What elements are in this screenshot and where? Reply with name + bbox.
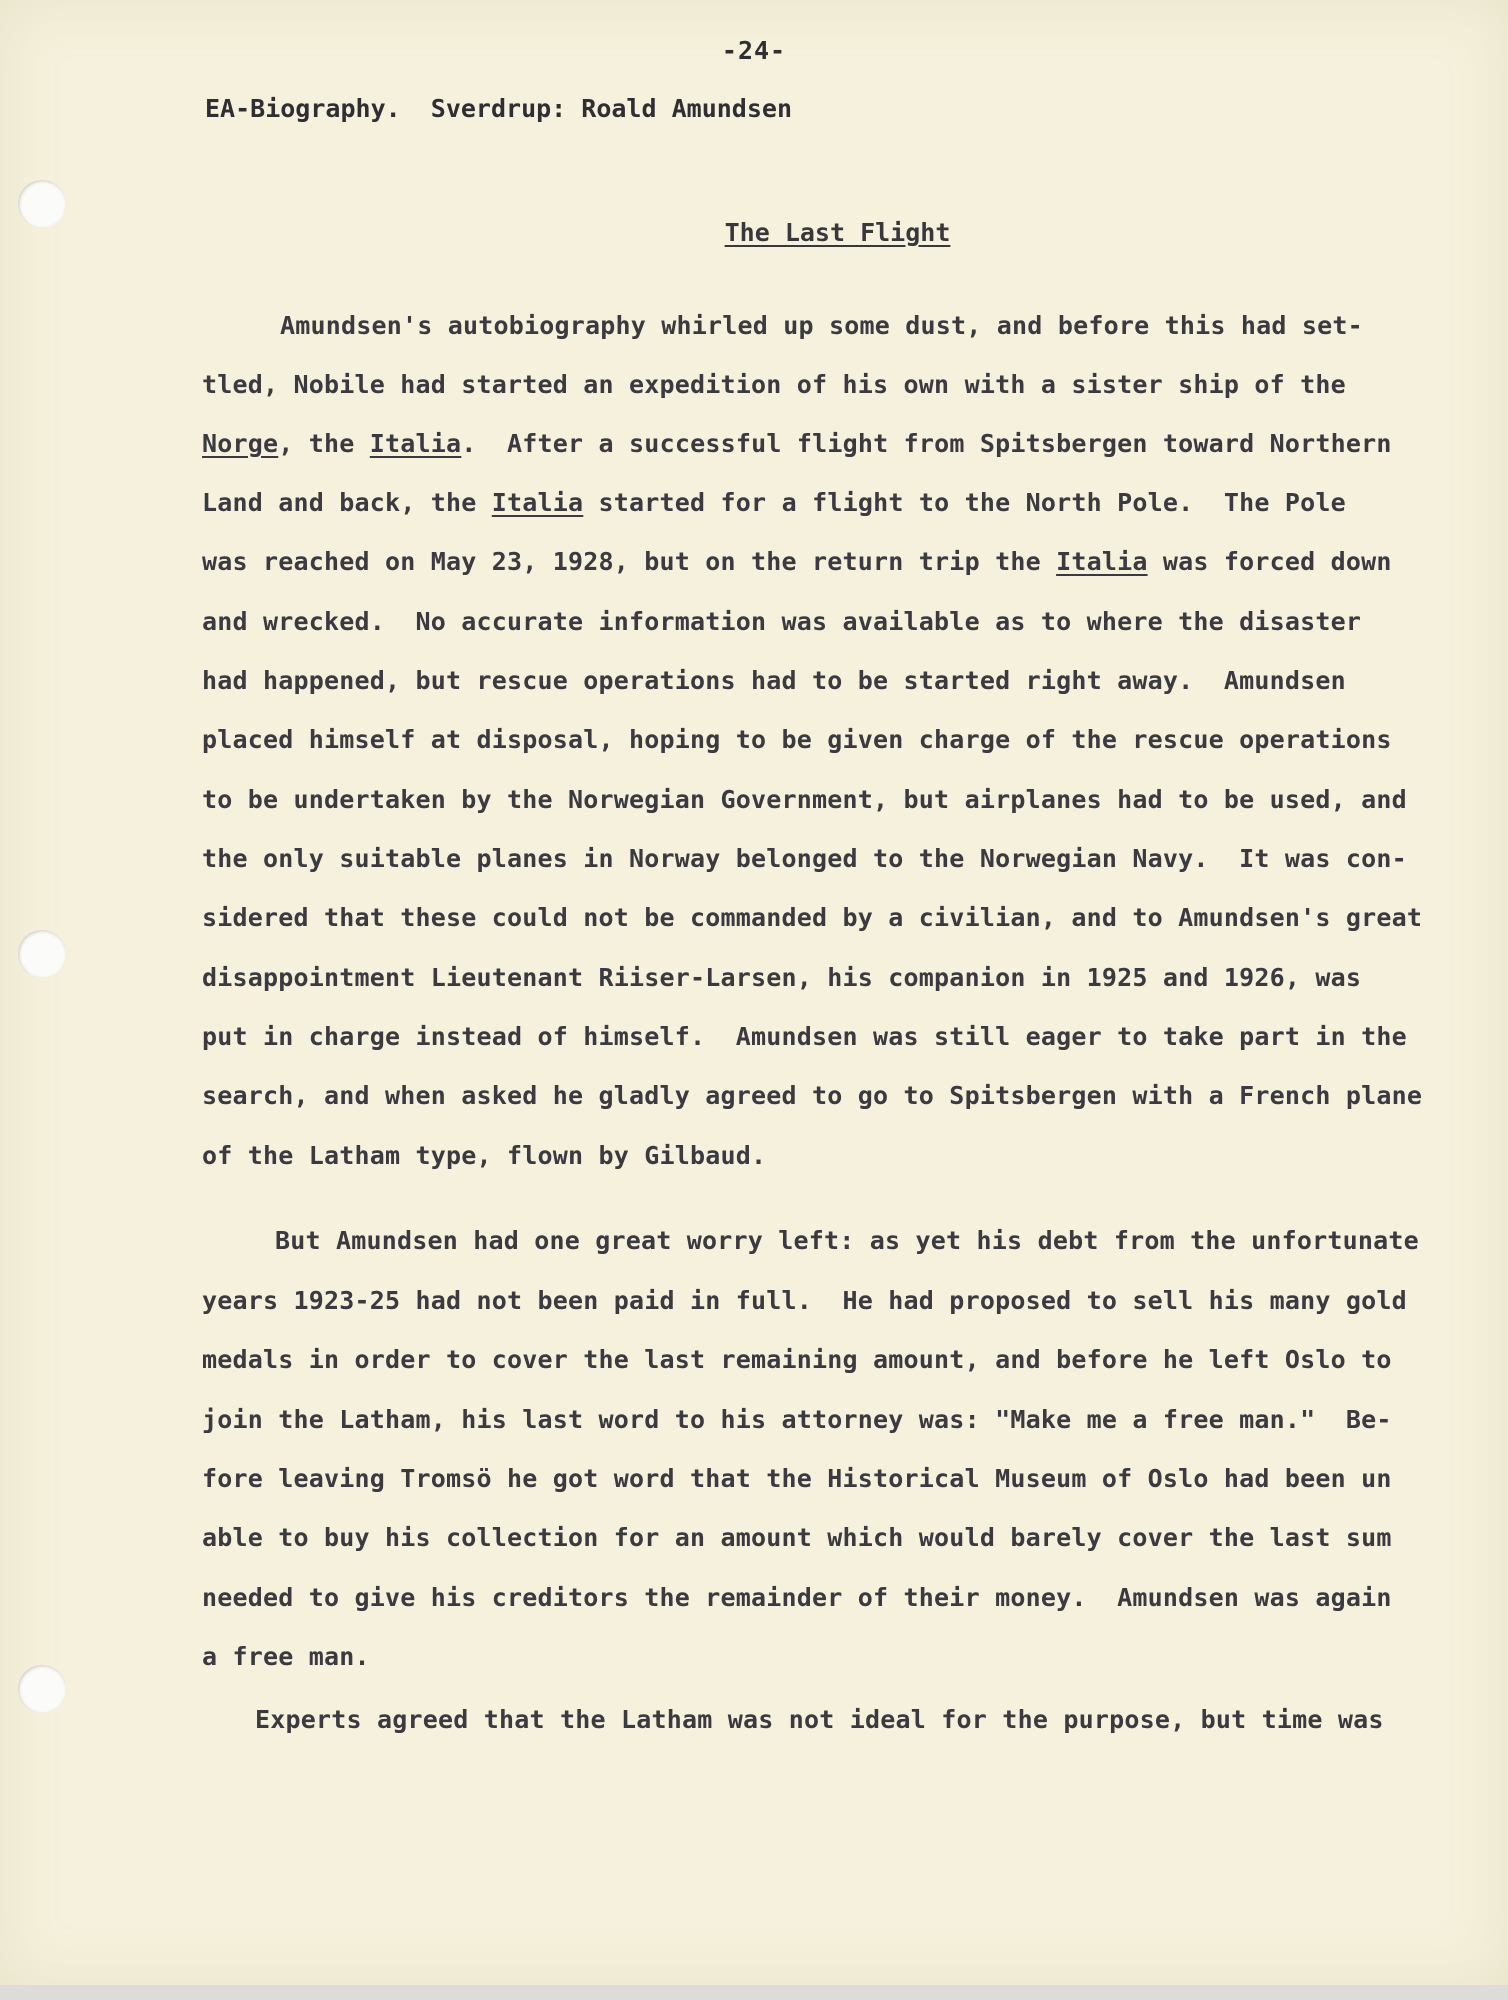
paragraph-2-line: able to buy his collection for an amount which would barely cover the last sum <box>202 1523 1392 1552</box>
paragraph-2-line: a free man. <box>202 1642 370 1671</box>
ship-name-italia: Italia <box>369 429 462 458</box>
paragraph-1-line: had happened, but rescue operations had to be started right away. Amundsen <box>202 666 1346 695</box>
paragraph-1-line: and wrecked. No accurate information was available as to where the disaster <box>202 607 1362 636</box>
scan-bottom-edge <box>0 1985 1508 2000</box>
paragraph-2-line: years 1923-25 had not been paid in full. He had proposed to sell his many gold <box>202 1286 1407 1315</box>
paragraph-2-line: But Amundsen had one great worry left: as yet his debt from the unfortunate <box>275 1226 1419 1255</box>
section-title: The Last Flight <box>724 218 951 247</box>
paragraph-3-line: Experts agreed that the Latham was not ideal for the purpose, but time was <box>255 1705 1384 1734</box>
ship-name-norge: Norge <box>202 429 279 458</box>
binder-hole-middle <box>18 930 66 978</box>
paragraph-1-line: Amundsen's autobiography whirled up some dust, and before this had set- <box>280 311 1363 340</box>
paragraph-1-line: was reached on May 23, 1928, but on the return trip the Italia was forced down <box>202 547 1392 576</box>
paragraph-1-line: tled, Nobile had started an expedition of his own with a sister ship of the <box>202 370 1346 399</box>
paragraph-1-line: sidered that these could not be commanded by a civilian, and to Amundsen's great <box>202 903 1423 932</box>
page-number: -24- <box>721 36 787 65</box>
paragraph-1-line: of the Latham type, flown by Gilbaud. <box>202 1141 767 1170</box>
paragraph-1-line: to be undertaken by the Norwegian Government, but airplanes had to be used, and <box>202 785 1407 814</box>
ship-name-italia: Italia <box>1056 547 1148 576</box>
paragraph-2-line: fore leaving Tromsö he got word that the Historical Museum of Oslo had been un <box>202 1464 1392 1493</box>
document-header: EA-Biography. Sverdrup: Roald Amundsen <box>205 94 792 123</box>
paragraph-2-line: join the Latham, his last word to his attorney was: "Make me a free man." Be- <box>202 1405 1392 1434</box>
paragraph-1-line: Norge, the Italia. After a successful flight from Spitsbergen toward Northern <box>202 429 1392 458</box>
paragraph-1-line: the only suitable planes in Norway belonged to the Norwegian Navy. It was con- <box>202 844 1407 873</box>
paragraph-1-line: Land and back, the Italia started for a flight to the North Pole. The Pole <box>202 488 1346 517</box>
ship-name-italia: Italia <box>491 488 584 517</box>
binder-hole-bottom <box>18 1665 66 1713</box>
paragraph-1-line: put in charge instead of himself. Amundsen was still eager to take part in the <box>202 1022 1407 1051</box>
paragraph-1-line: search, and when asked he gladly agreed to go to Spitsbergen with a French plane <box>202 1081 1423 1110</box>
paragraph-2-line: needed to give his creditors the remainder of their money. Amundsen was again <box>202 1583 1392 1612</box>
paragraph-2-line: medals in order to cover the last remaining amount, and before he left Oslo to <box>202 1345 1392 1374</box>
paragraph-1-line: disappointment Lieutenant Riiser-Larsen, his companion in 1925 and 1926, was <box>202 963 1362 992</box>
paragraph-1-line: placed himself at disposal, hoping to be given charge of the rescue operations <box>202 725 1392 754</box>
